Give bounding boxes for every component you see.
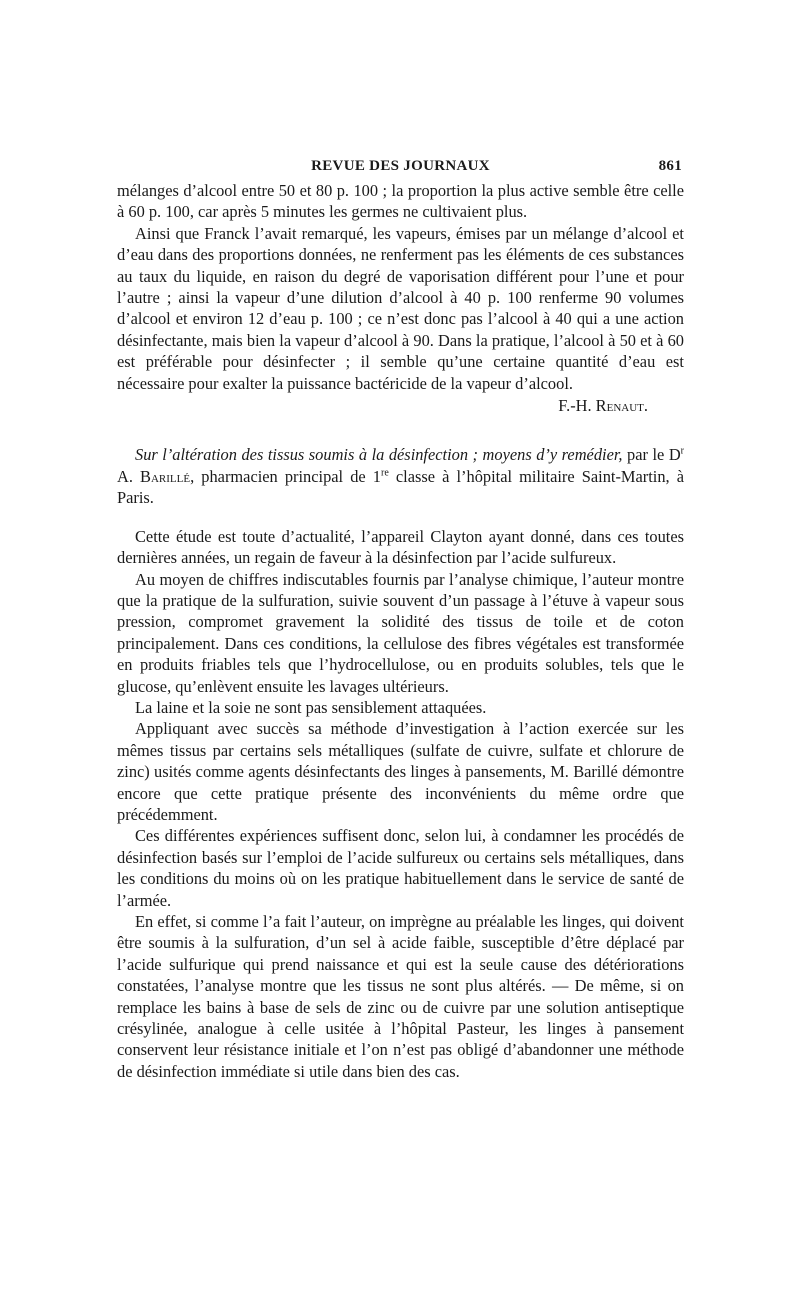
signature-text: F.-H. Renaut. <box>558 396 648 416</box>
paragraph: La laine et la soie ne sont pas sensiblement attaquées. <box>135 697 487 717</box>
author-prefix: A. <box>117 466 141 486</box>
second-article <box>117 444 684 1082</box>
page-header <box>117 154 684 180</box>
paragraph: En effet, si comme l’a fait l’auteur, on imprègne au préalable les linges, qui doivent être soumis à la sulfuration, d’un sel à acide faible, susceptible d’être déplacé par l’acide sulfurique qui prend naissance et qui est la seule cause des détériorations constatées, l’analyse montre que les tissus ne sont plus altérés. — De même, si on remplace les bains à base de sels de zinc ou de cuivre par une solution antiseptique crésylinée, analogue à celle usitée à l’hôpital Pasteur, les linges à pansement conservent leur résistance initiale et l’on n’est pas obligé d’abandonner une méthode de désinfection immédiate si utile dans bien des cas. <box>117 912 684 1081</box>
article-title-rest: , pharmacien principal de 1 <box>190 466 381 486</box>
dr-superscript: r <box>680 446 684 457</box>
page-number: 861 <box>658 158 682 174</box>
article-title-rest-2: classe à l’hôpital militaire Saint-Martin, à Paris. <box>117 466 684 508</box>
article-title <box>117 444 684 508</box>
first-article <box>117 180 684 416</box>
paragraph: Appliquant avec succès sa méthode d’investigation à l’action exercée sur les mêmes tissus par certains sels métalliques (sulfate de cuivre, sulfate et chlorure de zinc) usités comme agents désinfectants des linges à pansements, M. Barillé démontre encore que cette pratique présente des inconvénients du même ordre que précédemment. <box>117 719 684 824</box>
running-title: REVUE DES JOURNAUX <box>311 158 490 174</box>
paragraph-continued: mélanges d’alcool entre 50 et 80 p. 100 ; la proportion la plus active semble être celle à 60 p. 100, car après 5 minutes les germes ne cultivaient plus. <box>117 181 684 222</box>
paragraph: Cette étude est toute d’actualité, l’appareil Clayton ayant donné, dans ces toutes dernières années, un regain de faveur à la désinfection par l’acide sulfureux. <box>117 526 684 568</box>
paragraph: Au moyen de chiffres indiscutables fournis par l’analyse chimique, l’auteur montre que la pratique de la sulfuration, suivie souvent d’un passage à l’étuve à vapeur sous pression, compromet gravement la solidité des tissus de toile et de coton principalement. Dans ces conditions, la cellulose des fibres végétales est transformée en produits friables tels que l’hydrocellulose, ou en produits solubles, tels que le glucose, qu’enlèvent ensuite les lavages ultérieurs. <box>117 569 684 696</box>
author-name: Barillé <box>140 466 191 486</box>
class-superscript: re <box>380 467 389 479</box>
author-signature <box>117 395 684 416</box>
journal-page <box>117 154 684 1082</box>
article-title-italic: Sur l’altération des tissus soumis à la désinfection ; moyens d’y remédier, <box>135 445 623 465</box>
paragraph: Ces différentes expériences suffisent donc, selon lui, à condamner les procédés de désinfection basés sur l’emploi de l’acide sulfureux ou certains sels métalliques, dans les conditions du moins où on les pratique habituellement dans le service de santé de l’armée. <box>117 826 684 910</box>
paragraph: Ainsi que Franck l’avait remarqué, les vapeurs, émises par un mélange d’alcool et d’eau dans des proportions données, ne renferment pas les éléments de ces substances au taux du liquide, en raison du degré de vaporisation différent pour l’une et pour l’autre ; ainsi la vapeur d’une dilution d’alcool à 40 p. 100 renferme 90 volumes d’alcool et environ 12 d’eau p. 100 ; ce n’est donc pas l’alcool à 40 qui a une action désinfectante, mais bien la vapeur d’alcool à 90. Dans la pratique, l’alcool à 50 et à 60 est préférable pour désinfecter ; il semble qu’une certaine quantité d’eau est nécessaire pour exalter la puissance bactéricide de la vapeur d’alcool. <box>117 223 684 393</box>
article-title-by: par le D <box>622 445 681 465</box>
